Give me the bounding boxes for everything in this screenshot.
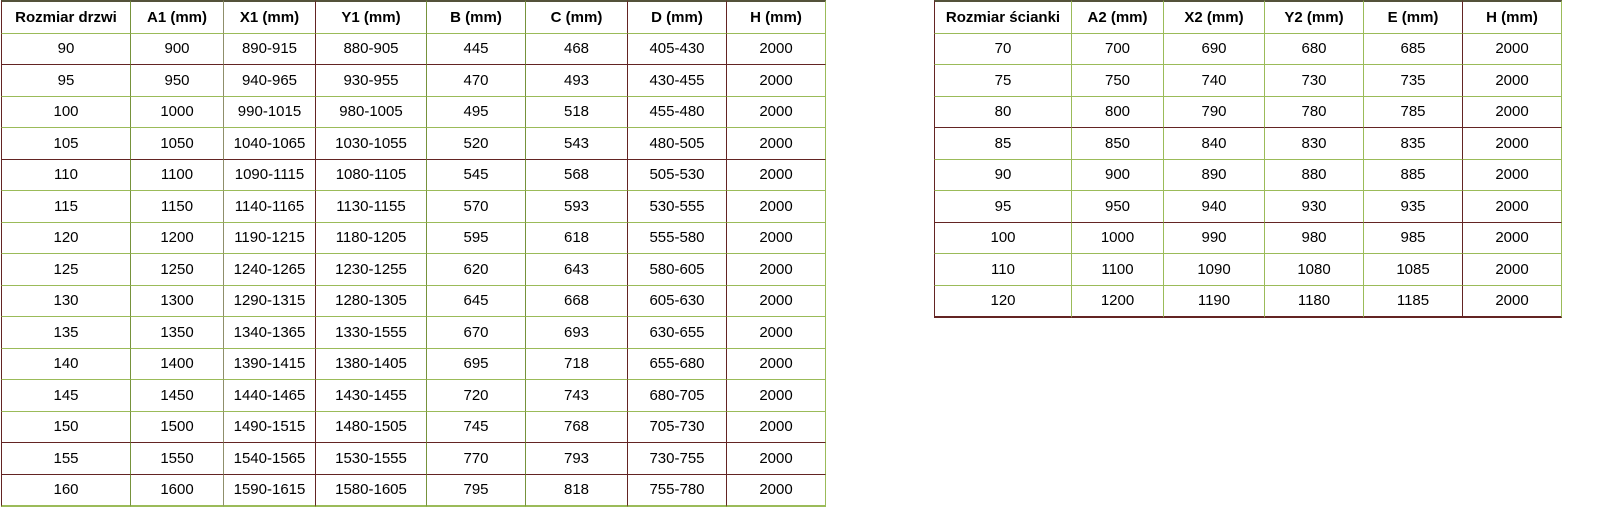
table-cell: 555-580 xyxy=(628,223,727,255)
table-cell: 1190-1215 xyxy=(224,223,316,255)
table-cell: 990 xyxy=(1164,223,1265,255)
table-cell: 1500 xyxy=(131,412,224,444)
table-row xyxy=(1,160,826,192)
table-cell: 1080 xyxy=(1265,254,1364,286)
table-row xyxy=(1,317,826,349)
column-header: Y1 (mm) xyxy=(316,0,427,34)
table-cell: 1330-1555 xyxy=(316,317,427,349)
table-cell: 1200 xyxy=(1072,286,1164,319)
table-cell: 2000 xyxy=(1463,34,1562,66)
table-cell: 718 xyxy=(526,349,628,381)
table-row xyxy=(1,412,826,444)
table-cell: 2000 xyxy=(727,475,826,508)
table-cell: 1580-1605 xyxy=(316,475,427,508)
table-cell: 495 xyxy=(427,97,526,129)
table-cell: 668 xyxy=(526,286,628,318)
table-cell: 1180-1205 xyxy=(316,223,427,255)
table-cell: 1185 xyxy=(1364,286,1463,319)
table-cell: 145 xyxy=(1,380,131,412)
table-cell: 2000 xyxy=(727,34,826,66)
table-cell: 1000 xyxy=(1072,223,1164,255)
table-cell: 2000 xyxy=(1463,97,1562,129)
table-row xyxy=(934,286,1562,319)
table-cell: 740 xyxy=(1164,65,1265,97)
column-header: H (mm) xyxy=(1463,0,1562,34)
table-cell: 520 xyxy=(427,128,526,160)
column-header: Y2 (mm) xyxy=(1265,0,1364,34)
table-cell: 693 xyxy=(526,317,628,349)
table-cell: 2000 xyxy=(727,191,826,223)
table-cell: 2000 xyxy=(1463,160,1562,192)
table-row xyxy=(1,34,826,66)
table-cell: 880-905 xyxy=(316,34,427,66)
table-cell: 1590-1615 xyxy=(224,475,316,508)
table-row xyxy=(934,191,1562,223)
table-cell: 2000 xyxy=(727,349,826,381)
table-cell: 1440-1465 xyxy=(224,380,316,412)
table-cell: 680-705 xyxy=(628,380,727,412)
table-cell: 750 xyxy=(1072,65,1164,97)
table-cell: 755-780 xyxy=(628,475,727,508)
table-cell: 900 xyxy=(131,34,224,66)
table-cell: 2000 xyxy=(727,223,826,255)
table-cell: 2000 xyxy=(727,97,826,129)
table-cell: 743 xyxy=(526,380,628,412)
table-cell: 935 xyxy=(1364,191,1463,223)
table-cell: 880 xyxy=(1265,160,1364,192)
table-cell: 840 xyxy=(1164,128,1265,160)
table-cell: 850 xyxy=(1072,128,1164,160)
table-row xyxy=(934,97,1562,129)
table-cell: 2000 xyxy=(727,286,826,318)
table-cell: 445 xyxy=(427,34,526,66)
table-cell: 940 xyxy=(1164,191,1265,223)
column-header: Rozmiar ścianki xyxy=(934,0,1072,34)
table-cell: 1550 xyxy=(131,443,224,475)
table-cell: 1290-1315 xyxy=(224,286,316,318)
table-cell: 1150 xyxy=(131,191,224,223)
table-cell: 1230-1255 xyxy=(316,254,427,286)
table-cell: 620 xyxy=(427,254,526,286)
table-cell: 1530-1555 xyxy=(316,443,427,475)
table-cell: 1250 xyxy=(131,254,224,286)
table-cell: 110 xyxy=(934,254,1072,286)
table-cell: 455-480 xyxy=(628,97,727,129)
table-row xyxy=(1,97,826,129)
table-cell: 85 xyxy=(934,128,1072,160)
table-cell: 818 xyxy=(526,475,628,508)
table-cell: 1080-1105 xyxy=(316,160,427,192)
table-row xyxy=(934,254,1562,286)
table-cell: 695 xyxy=(427,349,526,381)
table-cell: 830 xyxy=(1265,128,1364,160)
table-cell: 405-430 xyxy=(628,34,727,66)
table-cell: 2000 xyxy=(727,65,826,97)
table-cell: 1085 xyxy=(1364,254,1463,286)
table-cell: 1600 xyxy=(131,475,224,508)
table-cell: 655-680 xyxy=(628,349,727,381)
table-row xyxy=(934,65,1562,97)
column-header: X2 (mm) xyxy=(1164,0,1265,34)
table-cell: 790 xyxy=(1164,97,1265,129)
table-cell: 1280-1305 xyxy=(316,286,427,318)
wall-size-table xyxy=(934,0,1562,318)
table-cell: 100 xyxy=(934,223,1072,255)
table-cell: 150 xyxy=(1,412,131,444)
table-cell: 2000 xyxy=(727,380,826,412)
table-row xyxy=(1,254,826,286)
table-cell: 125 xyxy=(1,254,131,286)
table-cell: 780 xyxy=(1265,97,1364,129)
table-row xyxy=(934,223,1562,255)
table-row xyxy=(1,128,826,160)
table-cell: 930 xyxy=(1265,191,1364,223)
column-header: B (mm) xyxy=(427,0,526,34)
table-cell: 930-955 xyxy=(316,65,427,97)
table-cell: 2000 xyxy=(1463,254,1562,286)
table-cell: 1240-1265 xyxy=(224,254,316,286)
table-cell: 730-755 xyxy=(628,443,727,475)
table-cell: 1400 xyxy=(131,349,224,381)
table-cell: 2000 xyxy=(727,317,826,349)
table-cell: 1380-1405 xyxy=(316,349,427,381)
table-row xyxy=(1,65,826,97)
table-cell: 645 xyxy=(427,286,526,318)
table-cell: 160 xyxy=(1,475,131,508)
table-cell: 1050 xyxy=(131,128,224,160)
table-cell: 1340-1365 xyxy=(224,317,316,349)
column-header: X1 (mm) xyxy=(224,0,316,34)
table-cell: 155 xyxy=(1,443,131,475)
table-cell: 505-530 xyxy=(628,160,727,192)
column-header: Rozmiar drzwi xyxy=(1,0,131,34)
table-cell: 130 xyxy=(1,286,131,318)
table-cell: 1180 xyxy=(1265,286,1364,319)
table-row xyxy=(1,443,826,475)
header-row xyxy=(1,0,826,34)
table-cell: 720 xyxy=(427,380,526,412)
table-row xyxy=(1,475,826,508)
table-cell: 980-1005 xyxy=(316,97,427,129)
table-cell: 630-655 xyxy=(628,317,727,349)
table-cell: 120 xyxy=(1,223,131,255)
table-cell: 2000 xyxy=(1463,128,1562,160)
table-cell: 885 xyxy=(1364,160,1463,192)
table-cell: 480-505 xyxy=(628,128,727,160)
table-cell: 1090-1115 xyxy=(224,160,316,192)
table-cell: 568 xyxy=(526,160,628,192)
table-cell: 2000 xyxy=(727,443,826,475)
table-cell: 570 xyxy=(427,191,526,223)
column-header: H (mm) xyxy=(727,0,826,34)
table-cell: 980 xyxy=(1265,223,1364,255)
table-cell: 890-915 xyxy=(224,34,316,66)
table-cell: 95 xyxy=(934,191,1072,223)
table-cell: 2000 xyxy=(1463,223,1562,255)
table-cell: 1140-1165 xyxy=(224,191,316,223)
table-cell: 80 xyxy=(934,97,1072,129)
table-cell: 595 xyxy=(427,223,526,255)
table-row xyxy=(1,349,826,381)
table-cell: 800 xyxy=(1072,97,1164,129)
table-cell: 2000 xyxy=(1463,191,1562,223)
table-cell: 1000 xyxy=(131,97,224,129)
table-cell: 70 xyxy=(934,34,1072,66)
table-cell: 115 xyxy=(1,191,131,223)
table-cell: 643 xyxy=(526,254,628,286)
table-cell: 1450 xyxy=(131,380,224,412)
table-cell: 580-605 xyxy=(628,254,727,286)
table-row xyxy=(1,191,826,223)
table-row xyxy=(1,286,826,318)
table-cell: 1030-1055 xyxy=(316,128,427,160)
table-cell: 1480-1505 xyxy=(316,412,427,444)
table-cell: 700 xyxy=(1072,34,1164,66)
table-cell: 1540-1565 xyxy=(224,443,316,475)
table-cell: 1490-1515 xyxy=(224,412,316,444)
table-cell: 730 xyxy=(1265,65,1364,97)
table-cell: 1390-1415 xyxy=(224,349,316,381)
table-row xyxy=(934,34,1562,66)
table-cell: 95 xyxy=(1,65,131,97)
table-cell: 90 xyxy=(1,34,131,66)
table-row xyxy=(1,223,826,255)
table-cell: 593 xyxy=(526,191,628,223)
column-header: A1 (mm) xyxy=(131,0,224,34)
table-cell: 985 xyxy=(1364,223,1463,255)
table-cell: 745 xyxy=(427,412,526,444)
table-cell: 2000 xyxy=(727,160,826,192)
table-cell: 430-455 xyxy=(628,65,727,97)
table-cell: 470 xyxy=(427,65,526,97)
table-cell: 135 xyxy=(1,317,131,349)
table-row xyxy=(1,380,826,412)
table-cell: 1100 xyxy=(131,160,224,192)
table-cell: 1200 xyxy=(131,223,224,255)
table-cell: 120 xyxy=(934,286,1072,319)
table-cell: 1040-1065 xyxy=(224,128,316,160)
table-cell: 793 xyxy=(526,443,628,475)
table-cell: 493 xyxy=(526,65,628,97)
table-cell: 605-630 xyxy=(628,286,727,318)
table-cell: 1350 xyxy=(131,317,224,349)
table-cell: 75 xyxy=(934,65,1072,97)
table-cell: 110 xyxy=(1,160,131,192)
header-row xyxy=(934,0,1562,34)
table-cell: 100 xyxy=(1,97,131,129)
table-row xyxy=(934,160,1562,192)
table-cell: 735 xyxy=(1364,65,1463,97)
table-cell: 545 xyxy=(427,160,526,192)
table-cell: 670 xyxy=(427,317,526,349)
table-cell: 1300 xyxy=(131,286,224,318)
table-cell: 468 xyxy=(526,34,628,66)
table-cell: 1090 xyxy=(1164,254,1265,286)
table-cell: 768 xyxy=(526,412,628,444)
table-cell: 835 xyxy=(1364,128,1463,160)
table-cell: 2000 xyxy=(1463,286,1562,319)
table-cell: 530-555 xyxy=(628,191,727,223)
table-cell: 950 xyxy=(1072,191,1164,223)
table-cell: 2000 xyxy=(727,412,826,444)
table-cell: 950 xyxy=(131,65,224,97)
table-cell: 1130-1155 xyxy=(316,191,427,223)
column-header: C (mm) xyxy=(526,0,628,34)
table-cell: 518 xyxy=(526,97,628,129)
table-cell: 705-730 xyxy=(628,412,727,444)
table-cell: 770 xyxy=(427,443,526,475)
table-cell: 785 xyxy=(1364,97,1463,129)
column-header: D (mm) xyxy=(628,0,727,34)
table-cell: 795 xyxy=(427,475,526,508)
table-cell: 1430-1455 xyxy=(316,380,427,412)
table-cell: 900 xyxy=(1072,160,1164,192)
table-cell: 543 xyxy=(526,128,628,160)
table-cell: 1100 xyxy=(1072,254,1164,286)
table-cell: 680 xyxy=(1265,34,1364,66)
table-row xyxy=(934,128,1562,160)
table-cell: 2000 xyxy=(727,254,826,286)
door-size-table xyxy=(1,0,826,507)
table-cell: 2000 xyxy=(727,128,826,160)
column-header: E (mm) xyxy=(1364,0,1463,34)
table-cell: 1190 xyxy=(1164,286,1265,319)
table-cell: 105 xyxy=(1,128,131,160)
table-cell: 140 xyxy=(1,349,131,381)
table-cell: 690 xyxy=(1164,34,1265,66)
table-cell: 685 xyxy=(1364,34,1463,66)
table-cell: 90 xyxy=(934,160,1072,192)
table-cell: 990-1015 xyxy=(224,97,316,129)
table-cell: 2000 xyxy=(1463,65,1562,97)
table-cell: 940-965 xyxy=(224,65,316,97)
table-cell: 890 xyxy=(1164,160,1265,192)
table-cell: 618 xyxy=(526,223,628,255)
column-header: A2 (mm) xyxy=(1072,0,1164,34)
